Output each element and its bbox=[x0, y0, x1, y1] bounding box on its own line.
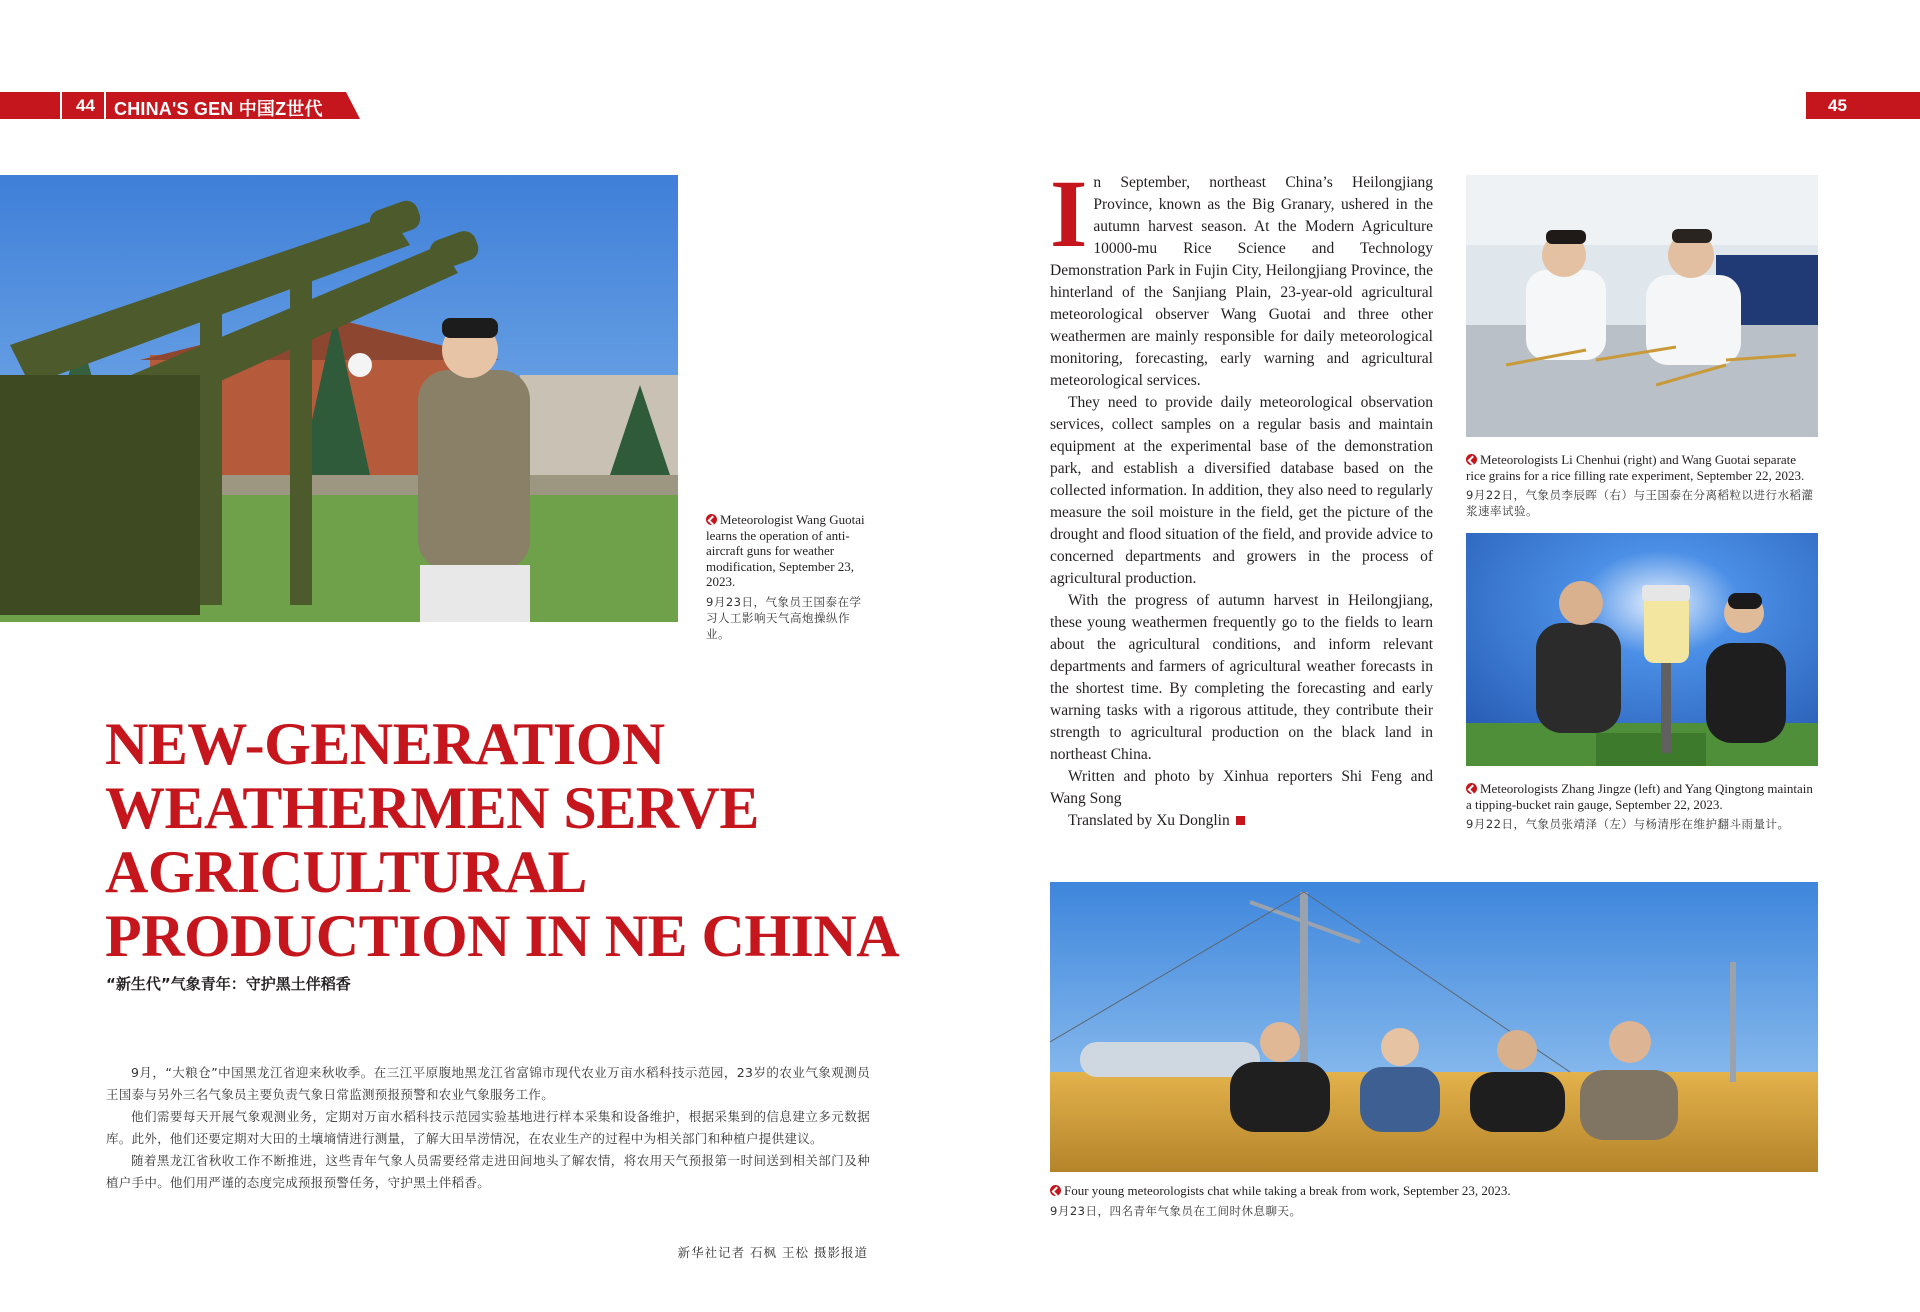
drop-cap: I bbox=[1050, 160, 1088, 267]
caption-zh: 9月23日，四名青年气象员在工间时休息聊天。 bbox=[1050, 1203, 1302, 1218]
caption-arrow-icon bbox=[1050, 1185, 1061, 1196]
photo-lab-rice-grains bbox=[1466, 175, 1818, 437]
right-page-number: 45 bbox=[1828, 96, 1847, 115]
english-article-body bbox=[1050, 160, 1433, 832]
caption-zh: 9月22日，气象员李辰晖（右）与王国泰在分离稻粒以进行水稻灌浆速率试验。 bbox=[1466, 488, 1814, 518]
caption-en: Meteorologists Zhang Jingze (left) and Yang Qingtong maintain a tipping-bucket rain gauge, September 22, 2023. bbox=[1466, 781, 1813, 812]
caption-en: Four young meteorologists chat while taking a break from work, September 23, 2023. bbox=[1064, 1183, 1511, 1198]
paragraph: With the progress of autumn harvest in Heilongjiang, these young weathermen frequently go to the fields to learn about the agricultural conditions, and inform relevant departments and farmers of agricultural weather forecasts in the shortest time. By completing the forecasting and early warning tasks with a rigorous attitude, they contribute their strength to agricultural production on the black land in northeast China. bbox=[1050, 592, 1433, 763]
photo-rice-field bbox=[1050, 882, 1818, 1172]
chinese-article-body bbox=[106, 1062, 870, 1194]
paragraph bbox=[1050, 160, 1433, 392]
caption-en: Meteorologists Li Chenhui (right) and Wang Guotai separate rice grains for a rice filling rate experiment, September 22, 2023. bbox=[1466, 452, 1805, 483]
chinese-byline: 新华社记者 石枫 王松 摄影报道 bbox=[677, 1245, 868, 1260]
title-line: NEW-GENERATION bbox=[105, 711, 665, 777]
paragraph: 他们需要每天开展气象观测业务，定期对万亩水稻科技示范园实验基地进行样本采集和设备维护，根据采集到的信息建立多元数据库。此外，他们还要定期对大田的土壤墒情进行测量，了解大田旱涝情况，在农业生产的过程中为相关部门和种植户提供建议。 bbox=[106, 1109, 870, 1146]
left-page-header bbox=[0, 92, 360, 119]
chinese-subtitle: “新生代”气象青年：守护黑土伴稻香 bbox=[106, 975, 351, 993]
photo-anti-aircraft-guns bbox=[0, 175, 678, 622]
caption-rice-field bbox=[1050, 1183, 1818, 1219]
caption-rain-gauge bbox=[1466, 781, 1818, 832]
right-page-header bbox=[1806, 92, 1920, 119]
article-title bbox=[105, 711, 900, 969]
paragraph: 随着黑龙江省秋收工作不断推进，这些青年气象人员需要经常走进田间地头了解农情，将农用天气预报第一时间送到相关部门及种植户手中。他们用严谨的态度完成预报预警任务，守护黑土伴稻香。 bbox=[106, 1153, 870, 1190]
paragraph: 9月，“大粮仓”中国黑龙江省迎来秋收季。在三江平原腹地黑龙江省富锦市现代农业万亩水稻科技示范园，23岁的农业气象观测员王国泰与另外三名气象员主要负责气象日常监测预报预警和农业气象服务工作。 bbox=[106, 1065, 870, 1102]
caption-zh: 9月23日，气象员王国泰在学习人工影响天气高炮操纵作业。 bbox=[706, 594, 862, 641]
photo-rain-gauge bbox=[1466, 533, 1818, 766]
caption-en: Meteorologist Wang Guotai learns the operation of anti-aircraft guns for weather modification, September 23, 2023. bbox=[706, 512, 865, 589]
translator-text: Translated by Xu Donglin bbox=[1068, 812, 1230, 829]
left-page-number: 44 bbox=[76, 96, 95, 115]
caption-arrow-icon bbox=[1466, 454, 1477, 465]
title-line: WEATHERMEN SERVE bbox=[105, 775, 759, 841]
caption-lab bbox=[1466, 452, 1818, 519]
paragraph: They need to provide daily meteorological observation services, collect samples on a regular basis and maintain equipment at the experimental base of the demonstration park, and establish a diversified database based on the collected information. In addition, they also need to regularly measure the soil moisture in the field, get the picture of the drought and flood situation of the field, and provide advice to concerned departments and growers in the process of agricultural production. bbox=[1050, 394, 1433, 587]
caption-zh: 9月22日，气象员张靖泽（左）与杨清彤在维护翻斗雨量计。 bbox=[1466, 817, 1790, 831]
title-line: PRODUCTION IN NE CHINA bbox=[105, 903, 900, 969]
title-line: AGRICULTURAL bbox=[105, 839, 587, 905]
caption-anti-aircraft-guns bbox=[706, 512, 872, 642]
caption-arrow-icon bbox=[1466, 783, 1477, 794]
credit-photo: Written and photo by Xinhua reporters Shi Feng and Wang Song bbox=[1050, 768, 1433, 807]
end-mark-icon bbox=[1236, 816, 1245, 825]
credit-translator bbox=[1050, 810, 1433, 832]
section-title: CHINA'S GEN 中国Z世代 bbox=[114, 99, 323, 119]
paragraph-text: n September, northeast China’s Heilongjiang Province, known as the Big Granary, ushered in the autumn harvest season. At the Modern Agriculture 10000-mu Rice Science and Technology Demonstration Park in Fujin City, Heilongjiang Province, the hinterland of the Sanjiang Plain, 23-year-old agricultural meteorological observer Wang Guotai and three other weathermen are mainly responsible for daily meteorological monitoring, forecasting, early warning and agricultural meteorological services. bbox=[1050, 174, 1433, 389]
caption-arrow-icon bbox=[706, 514, 717, 525]
